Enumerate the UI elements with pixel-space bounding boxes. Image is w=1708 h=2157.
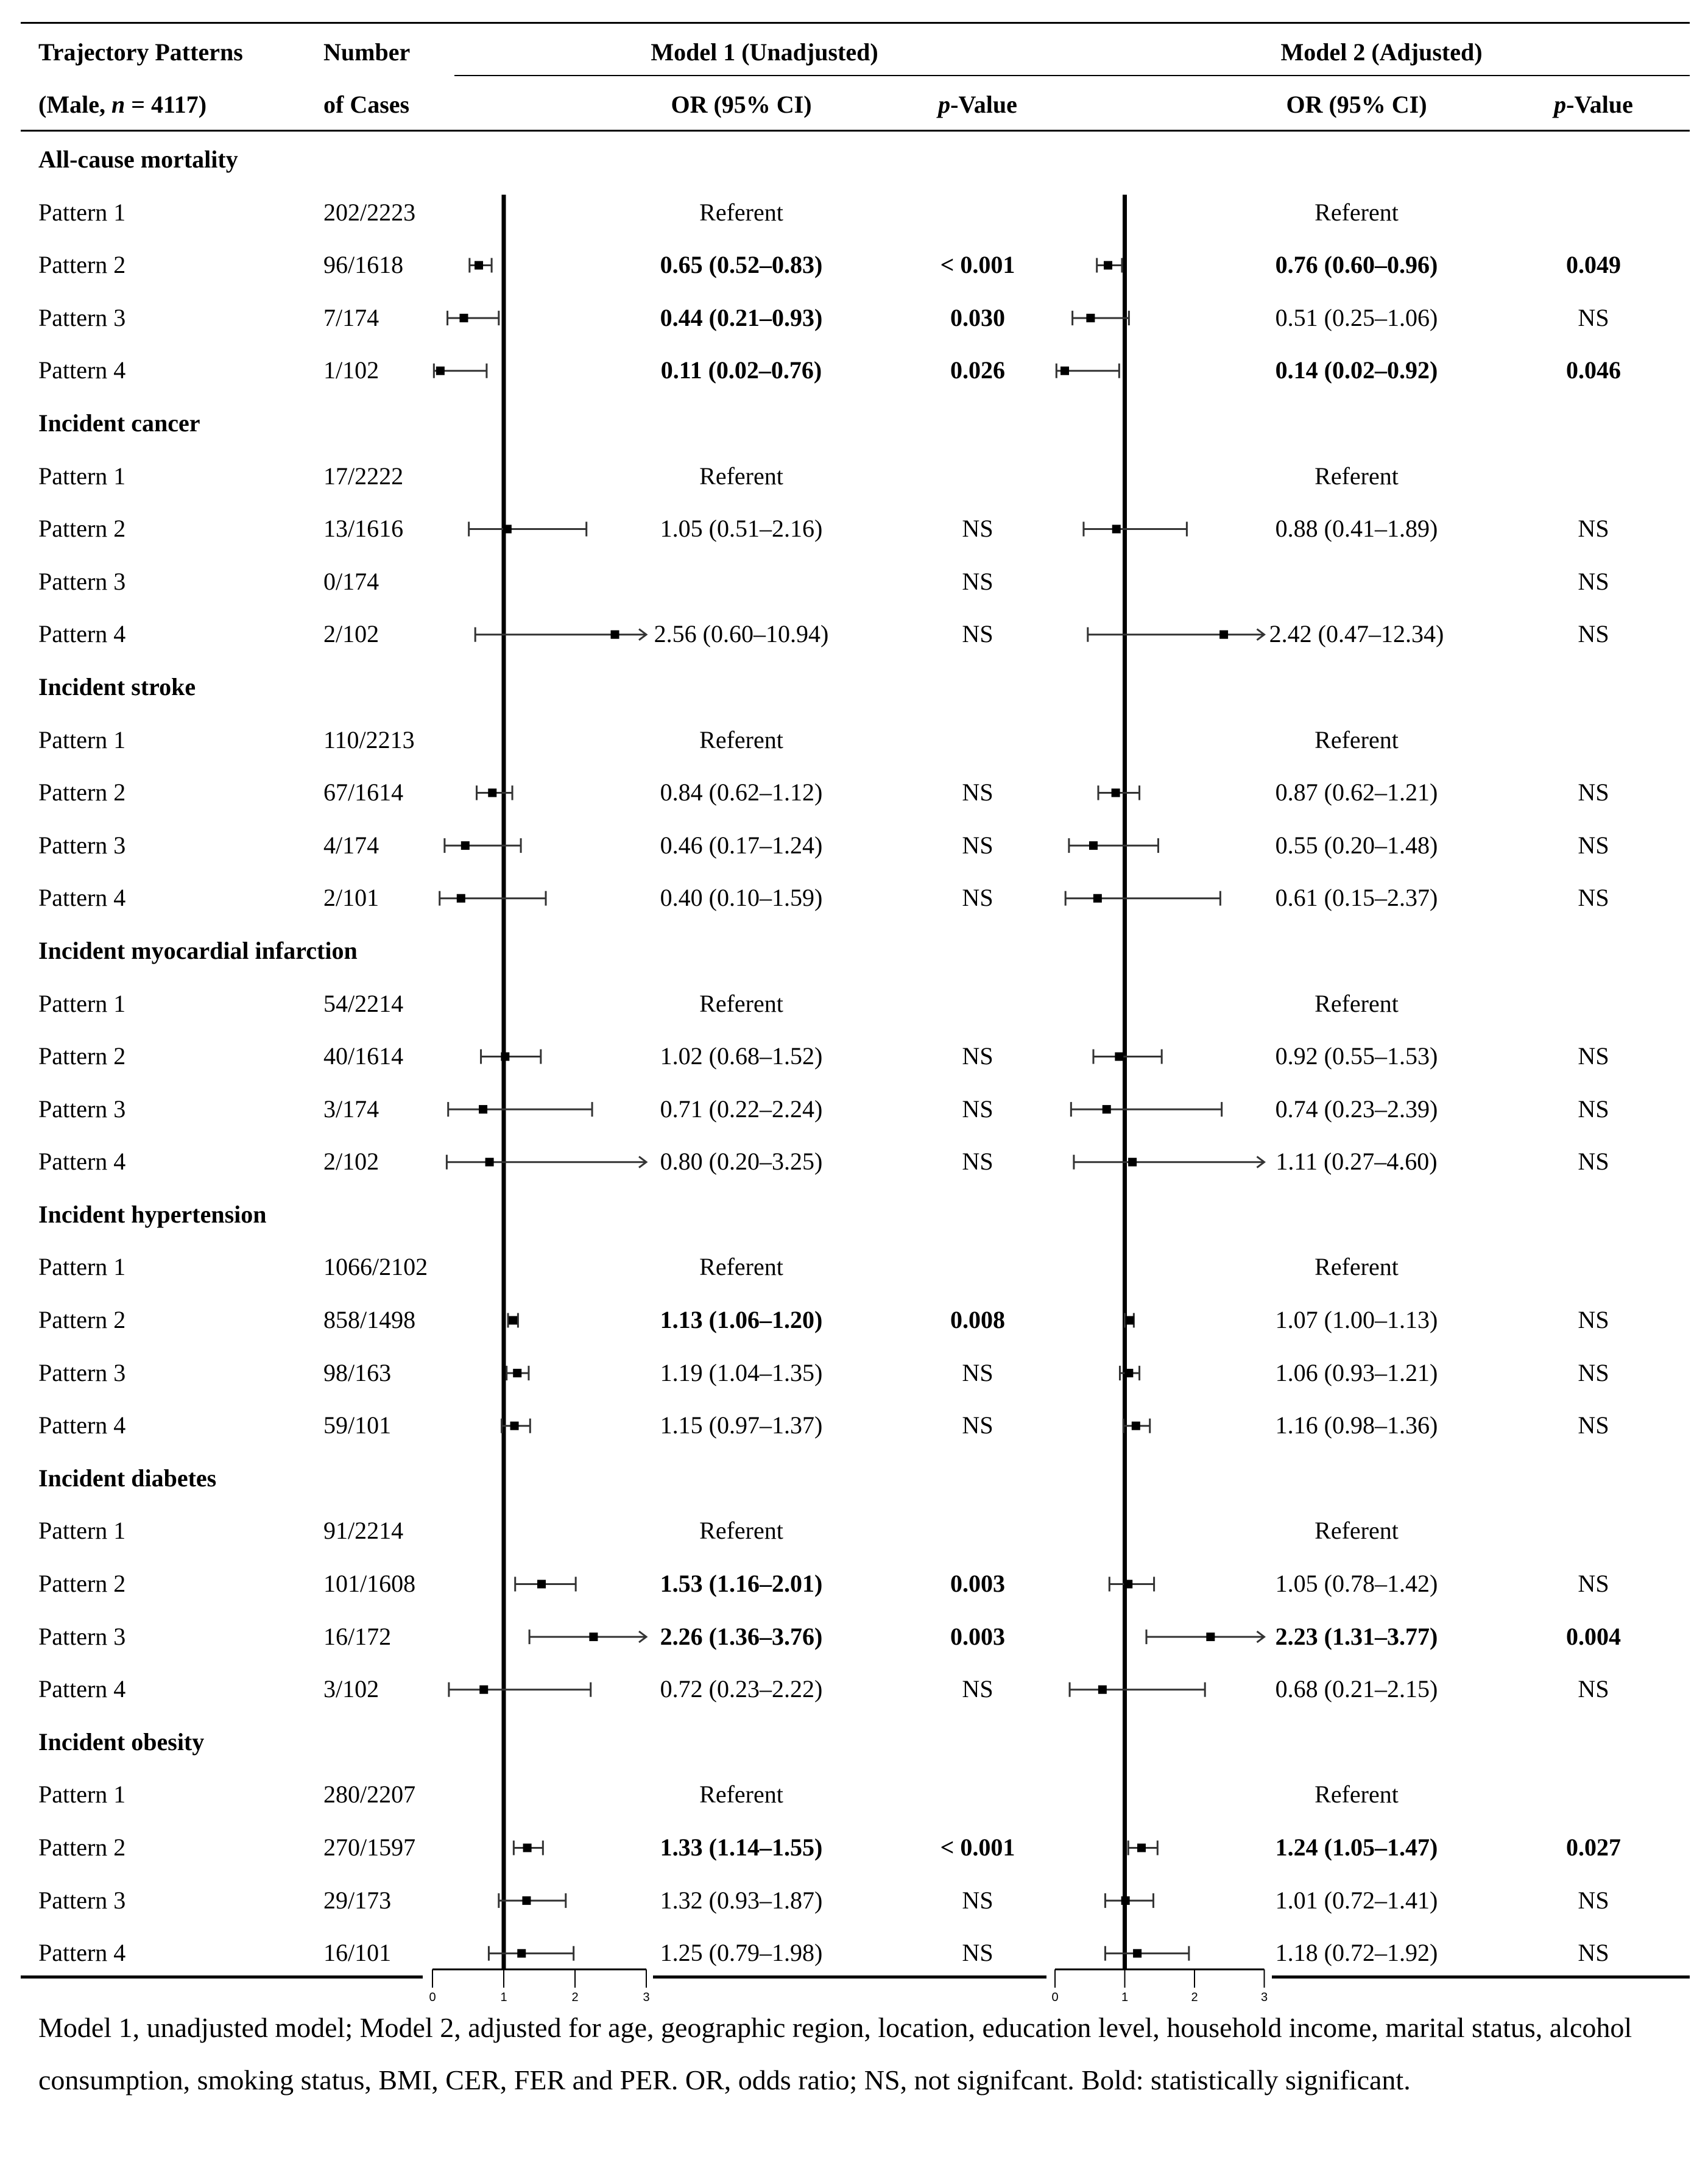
section-title: Incident myocardial infarction <box>38 936 358 964</box>
model2-or-ci: 0.51 (0.25–1.06) <box>1275 303 1438 331</box>
header-number: Number <box>323 38 411 66</box>
number-of-cases: 96/1618 <box>323 251 404 279</box>
pattern-label: Pattern 4 <box>38 1148 126 1176</box>
point-estimate <box>513 1369 521 1377</box>
model2-or-ci: Referent <box>1315 1781 1399 1809</box>
number-of-cases: 59/101 <box>323 1411 392 1439</box>
section-title: Incident cancer <box>38 409 200 437</box>
pattern-label: Pattern 4 <box>38 620 126 648</box>
pattern-label: Pattern 4 <box>38 1939 126 1967</box>
number-of-cases: 4/174 <box>323 831 379 859</box>
footnote: Model 1, unadjusted model; Model 2, adjusted for age, geographic region, location, education level, household income, marital status, alcohol consumption, smoking status, BMI, CER, FER and PER. OR, odds ratio; NS, not signifcant. Bold: statistically significant. <box>38 2012 1632 2095</box>
model1-or-ci: 1.53 (1.16–2.01) <box>660 1570 823 1598</box>
number-of-cases: 29/173 <box>323 1886 392 1914</box>
pattern-label: Pattern 1 <box>38 1781 126 1809</box>
pattern-label: Pattern 4 <box>38 884 126 912</box>
point-estimate <box>488 789 496 797</box>
model2-p-value: NS <box>1578 1306 1609 1334</box>
number-of-cases: 98/163 <box>323 1358 392 1386</box>
number-of-cases: 110/2213 <box>323 725 415 754</box>
number-of-cases: 0/174 <box>323 567 379 595</box>
model1-or-ci: 1.25 (0.79–1.98) <box>660 1939 823 1967</box>
model2-or-ci: 0.87 (0.62–1.21) <box>1275 778 1438 807</box>
model2-or-ci: 1.16 (0.98–1.36) <box>1275 1411 1438 1439</box>
point-estimate <box>485 1158 494 1167</box>
model1-p-value: < 0.001 <box>940 1834 1015 1861</box>
model2-p-value: NS <box>1578 778 1609 807</box>
model1-p-value: 0.030 <box>950 303 1005 331</box>
point-estimate <box>589 1633 598 1641</box>
point-estimate <box>479 1686 488 1694</box>
model1-or-ci: 1.02 (0.68–1.52) <box>660 1042 823 1070</box>
point-estimate <box>1089 841 1098 850</box>
bottom-rule <box>1272 1975 1690 1979</box>
model1-p-value: NS <box>962 567 993 595</box>
model2-or-ci: Referent <box>1315 462 1399 490</box>
point-estimate <box>457 894 465 903</box>
model1-p-value: NS <box>962 1675 993 1703</box>
model2-p-value: NS <box>1578 1939 1609 1967</box>
number-of-cases: 13/1616 <box>323 515 404 543</box>
point-estimate <box>459 314 468 322</box>
model1-p-value: NS <box>962 1095 993 1123</box>
model2-p-value: NS <box>1578 620 1609 648</box>
number-of-cases: 16/101 <box>323 1939 392 1967</box>
model2-or-ci: 1.01 (0.72–1.41) <box>1275 1886 1438 1914</box>
model2-or-ci: 0.61 (0.15–2.37) <box>1275 884 1438 912</box>
model1-or-ci: 2.26 (1.36–3.76) <box>660 1622 823 1650</box>
axis-tick-label: 0 <box>429 1991 436 2004</box>
pattern-label: Pattern 1 <box>38 198 126 226</box>
model2-or-ci: 0.14 (0.02–0.92) <box>1275 356 1438 384</box>
point-estimate <box>1103 1105 1111 1114</box>
number-of-cases: 270/1597 <box>323 1834 416 1861</box>
pattern-label: Pattern 4 <box>38 356 126 384</box>
model1-or-ci: 1.32 (0.93–1.87) <box>660 1886 823 1914</box>
model1-p-value: NS <box>962 831 993 859</box>
model1-or-ci: 2.56 (0.60–10.94) <box>654 620 829 648</box>
pattern-label: Pattern 1 <box>38 1517 126 1545</box>
pattern-label: Pattern 3 <box>38 1622 126 1650</box>
point-estimate <box>611 630 619 639</box>
point-estimate <box>537 1580 546 1589</box>
point-estimate <box>503 525 512 534</box>
model2-or-ci: Referent <box>1315 1253 1399 1281</box>
point-estimate <box>1132 1422 1140 1430</box>
model2-or-ci: Referent <box>1315 725 1399 754</box>
model2-p-value: NS <box>1578 1095 1609 1123</box>
number-of-cases: 202/2223 <box>323 198 416 226</box>
number-of-cases: 858/1498 <box>323 1306 416 1334</box>
model2-or-ci: 0.74 (0.23–2.39) <box>1275 1095 1438 1123</box>
section-title: All-cause mortality <box>38 146 238 173</box>
model1-or-ci: Referent <box>699 198 783 226</box>
model2-p-value: NS <box>1578 1570 1609 1598</box>
pattern-label: Pattern 2 <box>38 515 126 543</box>
pattern-label: Pattern 1 <box>38 462 126 490</box>
section-title: Incident diabetes <box>38 1464 217 1492</box>
number-of-cases: 2/102 <box>323 620 379 648</box>
pattern-label: Pattern 2 <box>38 251 126 279</box>
axis-tick-label: 1 <box>1121 1991 1129 2004</box>
model2-p-value: 0.049 <box>1566 251 1621 279</box>
model2-or-ci: Referent <box>1315 989 1399 1017</box>
model1-or-ci: 0.46 (0.17–1.24) <box>660 831 823 859</box>
point-estimate <box>461 841 470 850</box>
number-of-cases: 2/102 <box>323 1148 379 1176</box>
number-of-cases: 91/2214 <box>323 1517 404 1545</box>
model1-p-value: < 0.001 <box>940 251 1015 279</box>
model2-p-value: NS <box>1578 567 1609 595</box>
model1-or-ci: 1.05 (0.51–2.16) <box>660 515 823 543</box>
point-estimate <box>1133 1949 1142 1958</box>
pattern-label: Pattern 1 <box>38 725 126 754</box>
model2-or-ci: 1.06 (0.93–1.21) <box>1275 1358 1438 1386</box>
model1-or-ci: 0.71 (0.22–2.24) <box>660 1095 823 1123</box>
point-estimate <box>1219 630 1228 639</box>
model1-p-value: NS <box>962 884 993 912</box>
axis-tick-label: 3 <box>643 1991 650 2004</box>
model2-p-value: NS <box>1578 884 1609 912</box>
header-male-n: (Male, n = 4117) <box>38 91 207 118</box>
model1-or-ci: Referent <box>699 462 783 490</box>
model1-or-ci: Referent <box>699 1781 783 1809</box>
pattern-label: Pattern 3 <box>38 1095 126 1123</box>
point-estimate <box>436 367 445 375</box>
model1-or-ci: 0.40 (0.10–1.59) <box>660 884 823 912</box>
header-model-1: Model 1 (Unadjusted) <box>651 38 878 66</box>
point-estimate <box>517 1949 526 1958</box>
point-estimate <box>1124 1369 1133 1377</box>
number-of-cases: 280/2207 <box>323 1781 416 1809</box>
bottom-rule <box>21 1975 423 1979</box>
model2-or-ci: 1.11 (0.27–4.60) <box>1276 1148 1438 1176</box>
point-estimate <box>1126 1316 1134 1325</box>
header-or-ci-2: OR (95% CI) <box>1286 91 1427 118</box>
model2-p-value: NS <box>1578 831 1609 859</box>
header-p-value-1: p-Value <box>938 91 1017 118</box>
point-estimate <box>1086 314 1095 322</box>
point-estimate <box>1060 367 1069 375</box>
model2-or-ci: 2.23 (1.31–3.77) <box>1275 1622 1438 1650</box>
pattern-label: Pattern 3 <box>38 831 126 859</box>
model1-or-ci: Referent <box>699 725 783 754</box>
model1-p-value: NS <box>962 515 993 543</box>
model2-or-ci: 0.68 (0.21–2.15) <box>1275 1675 1438 1703</box>
point-estimate <box>1104 261 1112 270</box>
model2-or-ci: 1.05 (0.78–1.42) <box>1275 1570 1438 1598</box>
model1-p-value: 0.008 <box>950 1306 1005 1334</box>
pattern-label: Pattern 4 <box>38 1675 126 1703</box>
model2-or-ci: 0.55 (0.20–1.48) <box>1275 831 1438 859</box>
number-of-cases: 1/102 <box>323 356 379 384</box>
model1-p-value: NS <box>962 1042 993 1070</box>
model2-or-ci: 1.18 (0.72–1.92) <box>1275 1939 1438 1967</box>
model1-or-ci: 0.44 (0.21–0.93) <box>660 303 823 331</box>
pattern-label: Pattern 3 <box>38 303 126 331</box>
model2-p-value: 0.027 <box>1566 1834 1621 1861</box>
model2-p-value: NS <box>1578 1042 1609 1070</box>
model1-p-value: NS <box>962 620 993 648</box>
axis-tick-label: 2 <box>571 1991 579 2004</box>
number-of-cases: 3/102 <box>323 1675 379 1703</box>
section-title: Incident stroke <box>38 673 196 701</box>
model1-or-ci: 1.13 (1.06–1.20) <box>660 1306 823 1334</box>
header-of-cases: of Cases <box>323 91 410 118</box>
point-estimate <box>1121 1896 1130 1905</box>
point-estimate <box>522 1896 531 1905</box>
model1-or-ci: 0.84 (0.62–1.12) <box>660 778 823 807</box>
model1-p-value: NS <box>962 1939 993 1967</box>
model1-or-ci: 1.33 (1.14–1.55) <box>660 1834 823 1861</box>
model1-or-ci: 0.65 (0.52–0.83) <box>660 251 823 279</box>
header-or-ci-1: OR (95% CI) <box>671 91 812 118</box>
section-title: Incident hypertension <box>38 1200 267 1228</box>
axis-tick-label: 3 <box>1260 1991 1268 2004</box>
point-estimate <box>523 1844 532 1852</box>
model1-p-value: NS <box>962 1358 993 1386</box>
model1-or-ci: 1.19 (1.04–1.35) <box>660 1358 823 1386</box>
model1-or-ci: 0.80 (0.20–3.25) <box>660 1148 823 1176</box>
model1-p-value: NS <box>962 1411 993 1439</box>
model2-or-ci: 0.88 (0.41–1.89) <box>1275 515 1438 543</box>
number-of-cases: 54/2214 <box>323 989 404 1017</box>
model2-p-value: NS <box>1578 1411 1609 1439</box>
point-estimate <box>1098 1686 1107 1694</box>
model2-or-ci: Referent <box>1315 1517 1399 1545</box>
model2-p-value: NS <box>1578 303 1609 331</box>
model1-p-value: 0.003 <box>950 1570 1005 1598</box>
point-estimate <box>1112 525 1121 534</box>
number-of-cases: 2/101 <box>323 884 379 912</box>
model2-p-value: NS <box>1578 1675 1609 1703</box>
point-estimate <box>510 1422 519 1430</box>
pattern-label: Pattern 2 <box>38 1834 126 1861</box>
model2-or-ci: 0.92 (0.55–1.53) <box>1275 1042 1438 1070</box>
header-model-2: Model 2 (Adjusted) <box>1280 38 1483 66</box>
model2-p-value: NS <box>1578 1358 1609 1386</box>
model2-p-value: 0.046 <box>1566 356 1621 384</box>
point-estimate <box>1128 1158 1137 1167</box>
point-estimate <box>1093 894 1102 903</box>
model1-p-value: NS <box>962 1886 993 1914</box>
model2-or-ci: Referent <box>1315 198 1399 226</box>
axis-tick-label: 0 <box>1051 1991 1059 2004</box>
number-of-cases: 17/2222 <box>323 462 404 490</box>
number-of-cases: 1066/2102 <box>323 1253 428 1281</box>
number-of-cases: 67/1614 <box>323 778 404 807</box>
model1-or-ci: Referent <box>699 989 783 1017</box>
model2-or-ci: 1.07 (1.00–1.13) <box>1275 1306 1438 1334</box>
model1-or-ci: 0.11 (0.02–0.76) <box>660 356 822 384</box>
axis-tick-label: 2 <box>1191 1991 1198 2004</box>
number-of-cases: 40/1614 <box>323 1042 404 1070</box>
pattern-label: Pattern 2 <box>38 1042 126 1070</box>
model1-p-value: 0.003 <box>950 1622 1005 1650</box>
model2-p-value: NS <box>1578 1148 1609 1176</box>
pattern-label: Pattern 3 <box>38 1358 126 1386</box>
axis-tick-label: 1 <box>500 1991 507 2004</box>
section-title: Incident obesity <box>38 1728 205 1756</box>
point-estimate <box>479 1105 487 1114</box>
header-p-value-2: p-Value <box>1554 91 1633 118</box>
pattern-label: Pattern 1 <box>38 989 126 1017</box>
model1-or-ci: 1.15 (0.97–1.37) <box>660 1411 823 1439</box>
pattern-label: Pattern 4 <box>38 1411 126 1439</box>
model1-p-value: 0.026 <box>950 356 1005 384</box>
pattern-label: Pattern 1 <box>38 1253 126 1281</box>
point-estimate <box>475 261 483 270</box>
point-estimate <box>509 1316 517 1325</box>
point-estimate <box>1206 1633 1215 1641</box>
model2-p-value: NS <box>1578 1886 1609 1914</box>
model1-or-ci: Referent <box>699 1253 783 1281</box>
model1-p-value: NS <box>962 1148 993 1176</box>
model2-p-value: NS <box>1578 515 1609 543</box>
bottom-rule <box>653 1975 1046 1979</box>
model1-or-ci: Referent <box>699 1517 783 1545</box>
model2-p-value: 0.004 <box>1566 1622 1621 1650</box>
number-of-cases: 3/174 <box>323 1095 379 1123</box>
point-estimate <box>1115 1053 1123 1061</box>
model2-or-ci: 1.24 (1.05–1.47) <box>1275 1834 1438 1861</box>
point-estimate <box>1137 1844 1146 1852</box>
point-estimate <box>1112 789 1120 797</box>
pattern-label: Pattern 3 <box>38 567 126 595</box>
point-estimate <box>501 1053 509 1061</box>
pattern-label: Pattern 2 <box>38 778 126 807</box>
point-estimate <box>1124 1580 1132 1589</box>
pattern-label: Pattern 2 <box>38 1570 126 1598</box>
model1-or-ci: 0.72 (0.23–2.22) <box>660 1675 823 1703</box>
number-of-cases: 16/172 <box>323 1622 392 1650</box>
pattern-label: Pattern 2 <box>38 1306 126 1334</box>
header-trajectory-patterns: Trajectory Patterns <box>38 38 243 66</box>
pattern-label: Pattern 3 <box>38 1886 126 1914</box>
model1-p-value: NS <box>962 778 993 807</box>
model2-or-ci: 2.42 (0.47–12.34) <box>1269 620 1444 648</box>
model2-or-ci: 0.76 (0.60–0.96) <box>1275 251 1438 279</box>
number-of-cases: 101/1608 <box>323 1570 416 1598</box>
number-of-cases: 7/174 <box>323 303 379 331</box>
